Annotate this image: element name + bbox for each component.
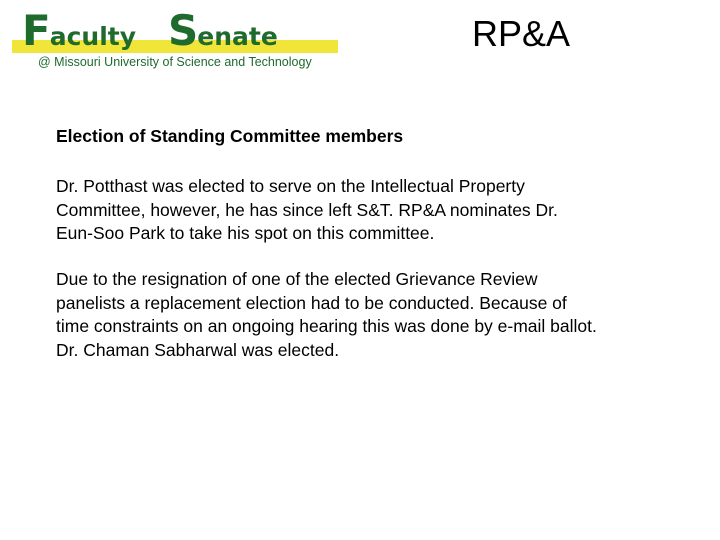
logo-word-senate: Senate: [168, 6, 278, 55]
paragraph-grievance-review: [56, 268, 696, 362]
paragraph-line: Dr. Potthast was elected to serve on the Intellectual Property: [56, 176, 525, 196]
logo-word-faculty: Faculty: [22, 6, 137, 55]
section-heading: Election of Standing Committee members: [56, 126, 404, 146]
faculty-senate-logo: [12, 8, 338, 74]
paragraph-line: time constraints on an ongoing hearing this was done by e-mail ballot.: [56, 316, 597, 336]
paragraph-line: Committee, however, he has since left S&T. RP&A nominates Dr.: [56, 199, 558, 220]
paragraph-line: Eun-Soo Park to take his spot on this committee.: [56, 223, 435, 243]
logo-tagline: @ Missouri University of Science and Technology: [38, 55, 312, 69]
paragraph-intellectual-property: [56, 175, 696, 246]
paragraph-line: panelists a replacement election had to be conducted. Because of: [56, 292, 567, 313]
slide-title: RP&A: [472, 13, 571, 54]
paragraph-line: Dr. Chaman Sabharwal was elected.: [56, 339, 340, 360]
paragraph-line: Due to the resignation of one of the elected Grievance Review: [56, 269, 538, 289]
